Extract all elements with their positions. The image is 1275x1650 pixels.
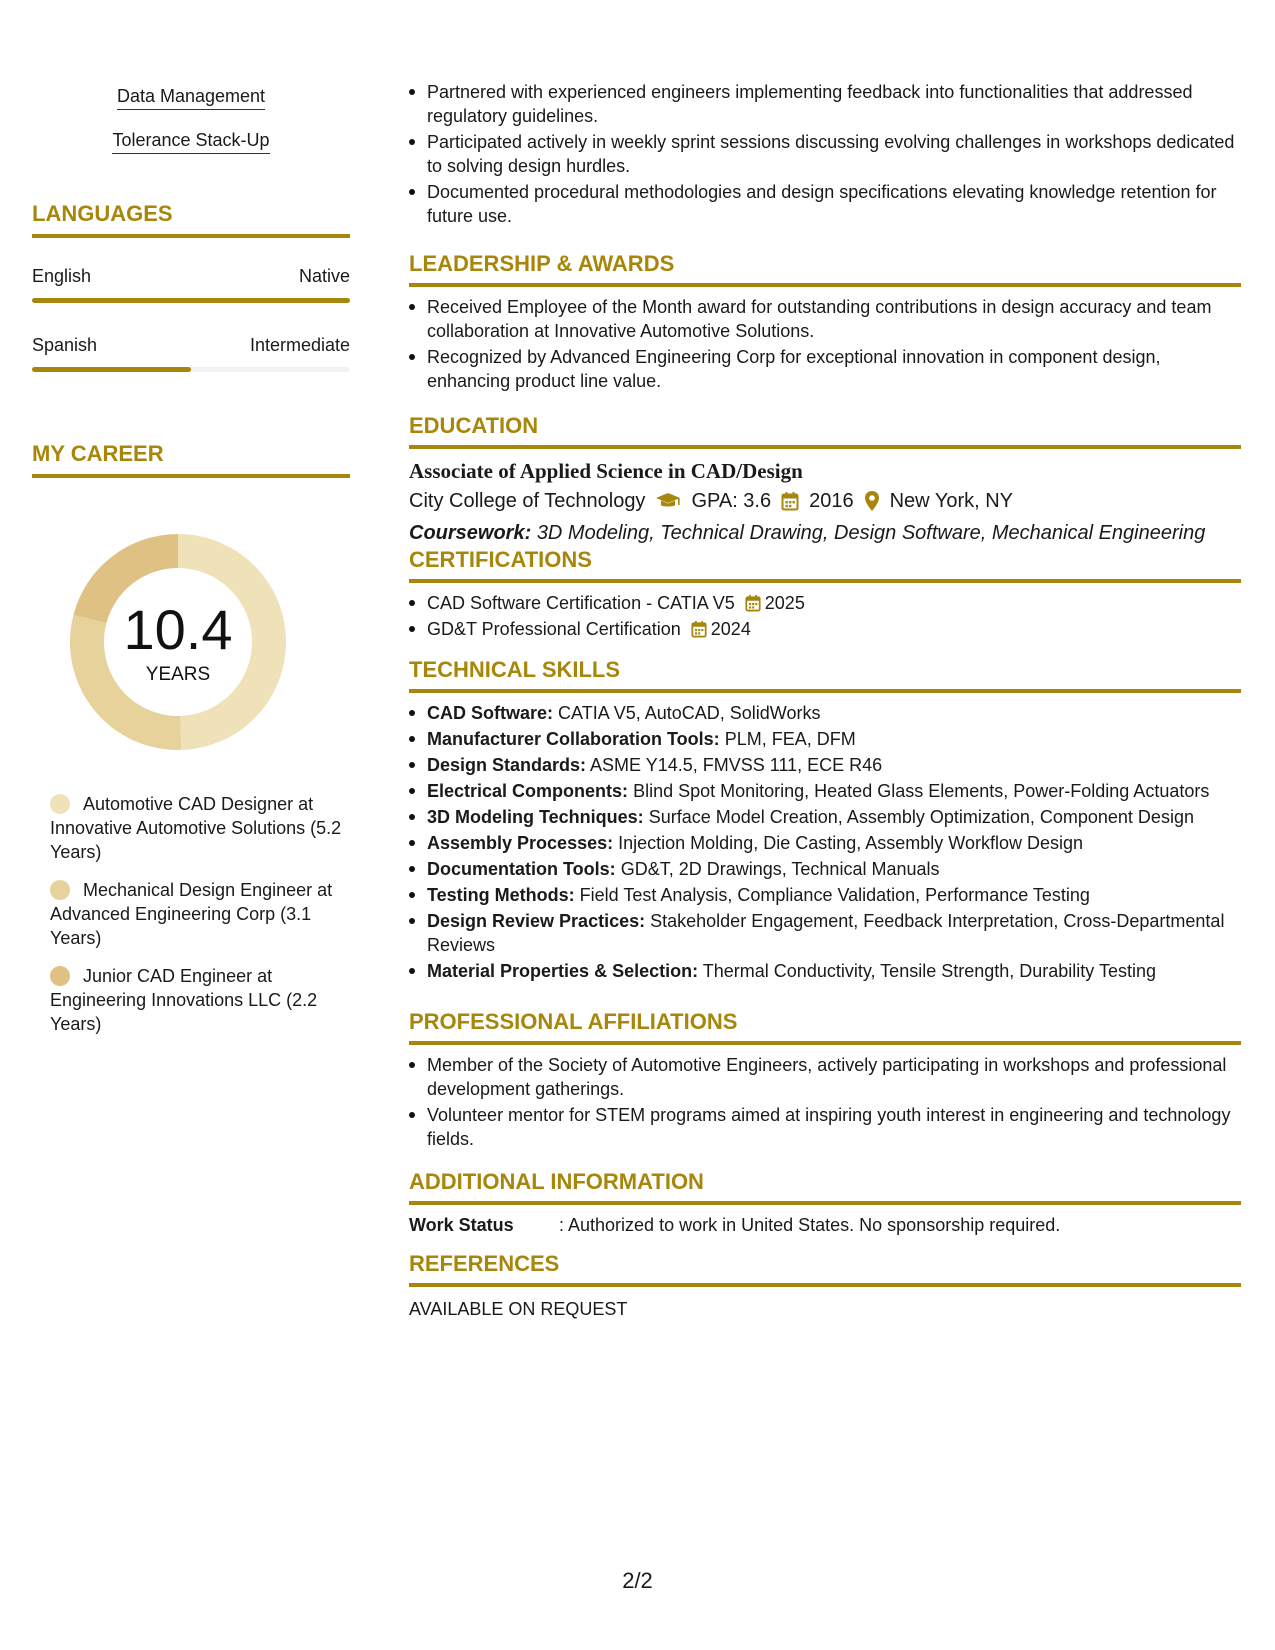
skill-label: Assembly Processes: [427, 833, 614, 853]
calendar-icon [691, 620, 707, 638]
skill-value: Thermal Conductivity, Tensile Strength, Durability Testing [702, 961, 1156, 981]
career-text: Junior CAD Engineer at Engineering Innovations LLC (2.2 Years) [50, 966, 318, 1034]
technical-skills-section [409, 656, 1241, 985]
coursework-label: Coursework: [409, 522, 532, 544]
page-number: 2/2 [622, 1568, 653, 1593]
career-dot [50, 794, 70, 814]
experience-bullet: Documented procedural methodologies and design specifications elevating knowledge retention for future use. [427, 180, 1241, 228]
graduation-year: 2016 [809, 490, 854, 512]
affiliation-item: Member of the Society of Automotive Engineers, actively participating in workshops and professional development gatherings. [427, 1053, 1241, 1101]
experience-bullet: Partnered with experienced engineers implementing feedback into functionalities that addressed regulatory guidelines. [427, 80, 1241, 128]
references-section [409, 1250, 1241, 1321]
skill-item [427, 883, 1241, 907]
certification-year: 2025 [764, 593, 805, 613]
education-heading: EDUCATION [409, 412, 1241, 449]
leadership-heading: LEADERSHIP & AWARDS [409, 250, 1241, 287]
work-status-row [409, 1213, 1241, 1237]
affiliations-heading: PROFESSIONAL AFFILIATIONS [409, 1008, 1241, 1045]
work-status-value: : Authorized to work in United States. No sponsorship required. [559, 1215, 1061, 1235]
skill-label: Manufacturer Collaboration Tools: [427, 729, 720, 749]
skill-item [427, 831, 1241, 855]
language-level: Native [298, 266, 350, 286]
skill-label: Testing Methods: [427, 885, 575, 905]
certification-name: CAD Software Certification - CATIA V5 [427, 593, 735, 613]
calendar-icon [781, 491, 799, 511]
career-dot [50, 880, 70, 900]
career-list [50, 792, 350, 1050]
affiliation-item: Volunteer mentor for STEM programs aimed at inspiring youth interest in engineering and technology fields. [427, 1103, 1241, 1151]
coursework [409, 519, 1241, 547]
skill-item [427, 727, 1241, 751]
language-row [32, 266, 350, 306]
skill-label: Electrical Components: [427, 781, 629, 801]
skill-value: Stakeholder Engagement, Feedback Interpretation, Cross-Departmental Reviews [427, 911, 1225, 955]
experience-continued [409, 80, 1241, 230]
skill-label: CAD Software: [427, 703, 554, 723]
certification-item [427, 617, 1241, 641]
skill-value: ASME Y14.5, FMVSS 111, ECE R46 [590, 755, 883, 775]
language-bar-fill [32, 298, 350, 303]
career-item [50, 878, 350, 950]
skill-item [427, 753, 1241, 777]
award-bullet: Recognized by Advanced Engineering Corp for exceptional innovation in component design, enhancing product line value. [427, 345, 1241, 393]
skill-value: GD&T, 2D Drawings, Technical Manuals [620, 859, 940, 879]
career-dot [50, 966, 70, 986]
location-pin-icon [864, 490, 880, 512]
skill-item [427, 857, 1241, 881]
education-details [409, 487, 1241, 515]
certification-name: GD&T Professional Certification [427, 619, 681, 639]
references-text: AVAILABLE ON REQUEST [409, 1299, 628, 1319]
skill-label: Material Properties & Selection: [427, 961, 699, 981]
language-level: Intermediate [249, 335, 350, 355]
skill-label: Design Standards: [427, 755, 587, 775]
certifications-section [409, 546, 1241, 643]
certifications-heading: CERTIFICATIONS [409, 546, 1241, 583]
languages-heading: LANGUAGES [32, 200, 350, 238]
skill-value: PLM, FEA, DFM [724, 729, 856, 749]
award-bullet: Received Employee of the Month award for outstanding contributions in design accuracy and team collaboration at Innovative Automotive Solutions. [427, 295, 1241, 343]
references-heading: REFERENCES [409, 1250, 1241, 1287]
skill-item [427, 909, 1241, 957]
school-name: City College of Technology [409, 490, 646, 512]
skill-item [427, 701, 1241, 725]
career-item [50, 792, 350, 864]
leadership-section [409, 250, 1241, 395]
degree-title: Associate of Applied Science in CAD/Design [409, 459, 803, 483]
skill-value: CATIA V5, AutoCAD, SolidWorks [558, 703, 821, 723]
skill-label: Design Review Practices: [427, 911, 646, 931]
school-location: New York, NY [889, 490, 1013, 512]
career-text: Automotive CAD Designer at Innovative Automotive Solutions (5.2 Years) [50, 794, 342, 862]
language-bar [32, 298, 350, 303]
career-heading: MY CAREER [32, 440, 350, 478]
skill-label: Documentation Tools: [427, 859, 616, 879]
skill-value: Blind Spot Monitoring, Heated Glass Elements, Power-Folding Actuators [633, 781, 1210, 801]
coursework-list: 3D Modeling, Technical Drawing, Design Software, Mechanical Engineering [536, 522, 1206, 544]
certification-item [427, 591, 1241, 615]
language-name: Spanish [32, 335, 98, 355]
career-years-unit: YEARS [145, 664, 211, 685]
additional-information-section [409, 1168, 1241, 1237]
experience-bullet: Participated actively in weekly sprint sessions discussing evolving challenges in workshops dedicated to solving design hurdles. [427, 130, 1241, 178]
career-text: Mechanical Design Engineer at Advanced Engineering Corp (3.1 Years) [50, 880, 333, 948]
skill-value: Surface Model Creation, Assembly Optimization, Component Design [648, 807, 1194, 827]
career-item [50, 964, 350, 1036]
language-row [32, 335, 350, 375]
certification-year: 2024 [710, 619, 751, 639]
additional-information-heading: ADDITIONAL INFORMATION [409, 1168, 1241, 1205]
calendar-icon [745, 594, 761, 612]
technical-skills-heading: TECHNICAL SKILLS [409, 656, 1241, 693]
skill-tag: Data Management [117, 84, 265, 110]
skill-item [427, 805, 1241, 829]
skill-item [427, 779, 1241, 803]
gpa: GPA: 3.6 [691, 490, 772, 512]
education-section [409, 412, 1241, 547]
work-status-label: Work Status [409, 1215, 514, 1235]
language-bar [32, 367, 350, 372]
affiliations-section [409, 1008, 1241, 1153]
skill-value: Injection Molding, Die Casting, Assembly Workflow Design [618, 833, 1083, 853]
language-bar-fill [32, 367, 191, 372]
skill-label: 3D Modeling Techniques: [427, 807, 644, 827]
language-name: English [32, 266, 92, 286]
career-total-years: 10.4 [123, 598, 233, 661]
graduation-cap-icon [655, 492, 681, 510]
skill-value: Field Test Analysis, Compliance Validation, Performance Testing [579, 885, 1090, 905]
skill-tag: Tolerance Stack-Up [112, 128, 269, 154]
skill-tags [32, 84, 350, 172]
skill-item [427, 959, 1241, 983]
